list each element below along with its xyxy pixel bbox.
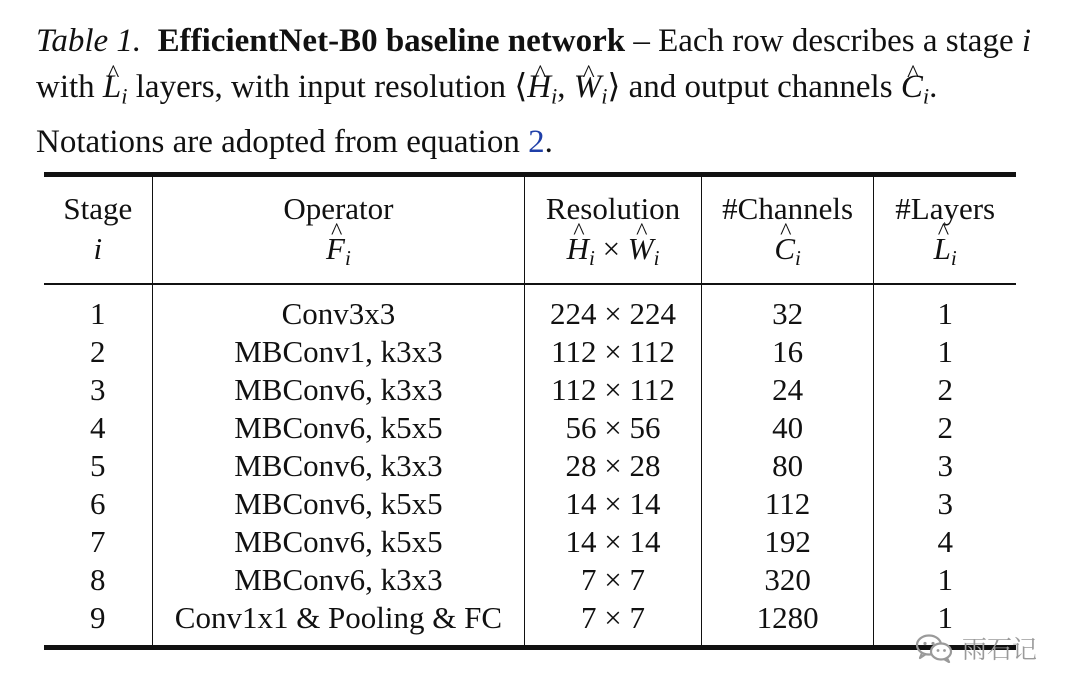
cell-operator: MBConv6, k5x5 — [152, 409, 525, 447]
caption-var-L: ^ L — [103, 64, 121, 110]
table-row — [44, 599, 1016, 648]
subheader-sub: i — [588, 245, 595, 270]
subheader-sub: i — [795, 245, 801, 270]
wechat-icon — [914, 633, 954, 663]
subheader-res-H: ^ H — [567, 231, 589, 267]
cell-resolution: 112 × 112 — [525, 333, 702, 371]
header-resolution: Resolution — [525, 175, 702, 228]
cell-channels: 320 — [701, 561, 874, 599]
cell-channels: 40 — [701, 409, 874, 447]
cell-resolution: 56 × 56 — [525, 409, 702, 447]
subheader-layers-symbol: ^ L — [934, 231, 951, 267]
subheader-row — [44, 227, 1016, 284]
caption-text-3: layers, with input resolution — [127, 69, 515, 105]
header-stage: Stage — [44, 175, 152, 228]
cell-operator: MBConv6, k5x5 — [152, 485, 525, 523]
equation-ref-link[interactable]: 2 — [528, 124, 545, 161]
subheader-res-times: × — [602, 231, 621, 266]
caption-text-2: with — [36, 69, 103, 105]
table-row — [44, 284, 1016, 333]
table-row — [44, 409, 1016, 447]
cell-channels: 112 — [701, 485, 874, 523]
cell-layers: 1 — [937, 334, 953, 369]
cell-stage: 9 — [44, 599, 152, 648]
caption-comma: , — [557, 69, 574, 105]
cell-stage: 7 — [44, 523, 152, 561]
cell-operator: MBConv6, k3x3 — [152, 447, 525, 485]
watermark-text: 雨石记 — [962, 635, 1038, 664]
caption-text-end: . — [544, 124, 553, 161]
table-caption — [36, 18, 1046, 165]
cell-layers: 2 — [937, 372, 953, 407]
cell-channels: 32 — [701, 284, 874, 333]
caption-rangle: ⟩ — [607, 69, 621, 105]
caption-title: EfficientNet-B0 baseline network — [157, 23, 626, 59]
subheader-sub: i — [653, 245, 660, 270]
watermark — [914, 630, 1037, 666]
cell-operator: Conv1x1 & Pooling & FC — [152, 599, 525, 648]
caption-sub: i — [922, 83, 930, 109]
table-row — [44, 371, 1016, 409]
cell-channels: 16 — [701, 333, 874, 371]
caption-sub: i — [601, 83, 608, 109]
table-row — [44, 523, 1016, 561]
cell-operator: Conv3x3 — [152, 284, 525, 333]
cell-layers: 3 — [937, 448, 953, 483]
cell-channels: 24 — [701, 371, 874, 409]
cell-channels: 192 — [701, 523, 874, 561]
caption-label: Table 1. — [36, 23, 142, 59]
caption-var-W: ^ W — [574, 64, 602, 110]
header-layers: #Layers — [895, 191, 996, 226]
cell-operator: MBConv6, k3x3 — [152, 561, 525, 599]
header-operator: Operator — [152, 175, 525, 228]
caption-var-i: i — [1021, 23, 1032, 59]
header-channels: #Channels — [701, 175, 874, 228]
cell-stage: 8 — [44, 561, 152, 599]
caption-langle: ⟨ — [514, 69, 528, 105]
cell-resolution: 112 × 112 — [525, 371, 702, 409]
cell-resolution: 7 × 7 — [525, 599, 702, 648]
cell-channels: 80 — [701, 447, 874, 485]
cell-operator: MBConv6, k3x3 — [152, 371, 525, 409]
caption-var-H: ^ H — [527, 64, 551, 110]
table-row — [44, 561, 1016, 599]
cell-channels: 1280 — [701, 599, 874, 648]
cell-operator: MBConv1, k3x3 — [152, 333, 525, 371]
cell-stage: 1 — [44, 284, 152, 333]
caption-sub: i — [551, 83, 558, 109]
table-row — [44, 447, 1016, 485]
cell-layers: 1 — [937, 600, 953, 635]
caption-text-5: . Notations are adopted from equation — [36, 69, 938, 161]
cell-layers: 2 — [937, 410, 953, 445]
cell-operator: MBConv6, k5x5 — [152, 523, 525, 561]
table-body — [44, 284, 1016, 648]
subheader-operator — [152, 227, 525, 284]
cell-resolution: 224 × 224 — [525, 284, 702, 333]
cell-stage: 4 — [44, 409, 152, 447]
subheader-sub: i — [950, 245, 957, 270]
cell-stage: 6 — [44, 485, 152, 523]
subheader-stage — [44, 227, 152, 284]
caption-text-4: and output channels — [620, 69, 901, 105]
table-row — [44, 485, 1016, 523]
table-row — [44, 333, 1016, 371]
cell-resolution: 28 × 28 — [525, 447, 702, 485]
subheader-sub: i — [344, 245, 351, 270]
cell-layers: 1 — [937, 296, 953, 331]
subheader-channels-symbol: ^ C — [774, 231, 795, 267]
subheader-operator-symbol: ^ F — [326, 231, 345, 267]
cell-resolution: 14 × 14 — [525, 523, 702, 561]
cell-layers: 3 — [937, 486, 953, 521]
cell-layers: 1 — [937, 562, 953, 597]
cell-layers: 4 — [937, 524, 953, 559]
subheader-stage-symbol: i — [93, 231, 103, 266]
cell-stage: 5 — [44, 447, 152, 485]
cell-stage: 2 — [44, 333, 152, 371]
efficientnet-table — [44, 172, 1016, 650]
caption-var-C: ^ C — [901, 64, 923, 110]
caption-text-1: – Each row describes a stage — [625, 23, 1022, 59]
subheader-layers — [874, 227, 1016, 284]
subheader-channels — [701, 227, 874, 284]
cell-stage: 3 — [44, 371, 152, 409]
header-row — [44, 175, 1016, 228]
subheader-res-W: ^ W — [628, 231, 654, 267]
cell-resolution: 7 × 7 — [525, 561, 702, 599]
caption-sub: i — [121, 83, 128, 109]
cell-resolution: 14 × 14 — [525, 485, 702, 523]
subheader-resolution — [525, 227, 702, 284]
